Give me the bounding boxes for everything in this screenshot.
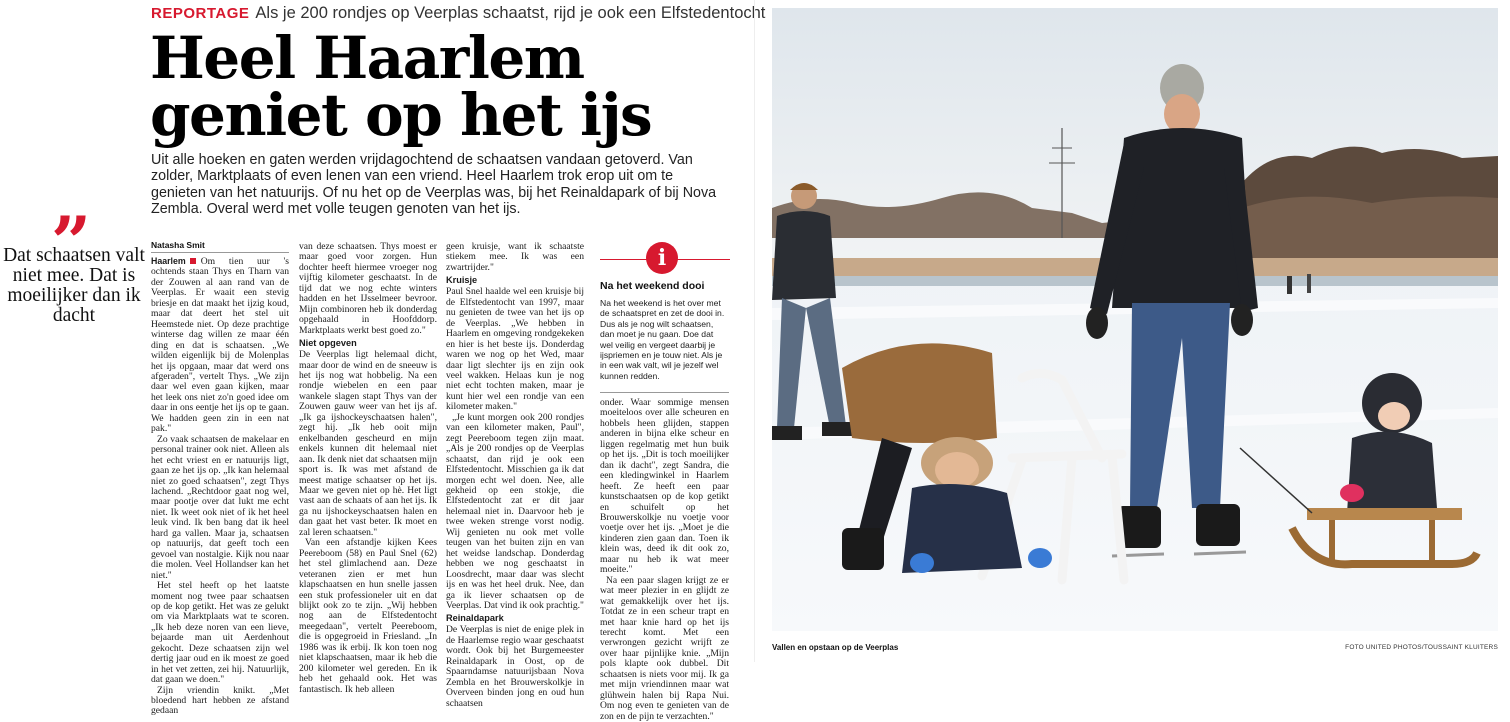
paragraph: geen kruisje, want ik schaatste stiekem mee. Ik was een zwartrijder.": [446, 241, 584, 273]
paragraph: Zo vaak schaatsen de makelaar en personal trainer ook niet. Alleen als het echt vriest en er natuurijs ligt, gaan ze het ijs op. „Ik kan helemaal niet zo goed schaatsen", zegt Thys lachend. „Rechtdoor gaat nog wel, maar pootje over dat lukt me echt niet. Ik weet ook niet of ik het heel leuk vind. Ik ben bang dat ik heel hard ga vallen. Maar ja, schaatsen op natuurijs, dat geeft toch een gevoel van nostalgie. Kijk nou naar die molen. Veel Hollandser kan het niet.": [151, 433, 289, 581]
headline: Heel Haarlem geniet op het ijs: [150, 24, 652, 149]
subheading: Niet opgeven: [299, 338, 357, 349]
paragraph: Zijn vriendin knikt. „Met bloedend hart hebben ze afstand gedaan: [151, 684, 289, 717]
info-icon: i: [646, 242, 678, 274]
paragraph: onder. Waar sommige mensen moeiteloos over alle scheuren en hobbels heen glijden, stappen anderen in bijna elke scheur en liggen regelmatig met hun buik op het ijs. „Dit is toch moeilijker dan ik dacht", zegt Sandra, die een kledingwinkel in Haarlem heeft. Ze heeft een paar kunstschaatsen op de kop getikt en schuifelt op het Brouwerskolkje nu voetje voor voetje over het ijs. „Moet je die kinderen zien gaan dan. Toen ik klein was, deed ik dit ook zo, maar nu heb ik wat meer moeite.": [600, 397, 729, 576]
page-divider: [754, 0, 755, 662]
photo-credit: FOTO UNITED PHOTOS/TOUSSAINT KLUITERS: [1345, 644, 1498, 651]
kicker: [151, 4, 765, 23]
infobox-title: Na het weekend dooi: [600, 280, 705, 292]
article-column-3: [446, 242, 584, 709]
subheading: Reinaldapark: [446, 613, 504, 624]
article-column-2: [299, 242, 437, 695]
photo: [772, 8, 1498, 631]
paragraph: De Veerplas is niet de enige plek in de Haarlemse regio waar geschaatst wordt. Ook bij het Burgemeester Reinaldapark in Oost, op de Spaarndamse natuurijsbaan Nova Zembla en het Brouwerskolkje in Overveen binden jong en oud hun schaatsen: [446, 624, 584, 709]
byline: Natasha Smit: [151, 240, 205, 250]
paragraph: Haarlem Om tien uur 's ochtends staan Thys en Tharn van der Zouwen al aan rand van de Veerplas. Er waait een stevig briesje en dat maakt het ijzig koud, maar dat deert het stel uit Heemstede niet. Op deze prachtige winterse dag willen ze maar één ding en dat is schaatsen. „We wilden eigenlijk bij de Molenplas het ijs opgaan, maar dat werd ons afgeraden", vertelt Thys. „We zijn daar wel even gaan kijken, maar het leek ons niet zo'n goed idee om daar in ons eentje het ijs op te gaan. We hadden geen zin in een nat pak.": [151, 256, 289, 435]
dateline: Haarlem: [151, 256, 186, 266]
paragraph: Van een afstandje kijken Kees Peereboom (58) en Paul Snel (62) het stel glimlachend aan. Deze veteranen zien er met hun klapschaatsen en hun snelle jassen een stuk professioneler uit en dat blijkt ook zo te zijn. „Wij hebben nog aan de Elfstedentocht meegedaan", vertelt Peereboom, die is opgegroeid in Friesland. „In 1986 was ik erbij. Ik kon toen nog niet klapschaatsen, maar ik heb die 200 kilometer wel gereden. En ik heb het gehaald ook. Het was fantastisch. Ik heb alleen: [299, 537, 437, 695]
intro-paragraph: Uit alle hoeken en gaten werden vrijdagochtend de schaatsen vandaan getoverd. Van zolder, Marktplaats of even lenen van een vriend. Heel Haarlem trok erop uit om te genieten van het natuurijs. Of nu het op de Veerplas was, bij het Reinaldapark of bij Nova Zembla. Overal werd met volle teugen genoten van het ijs.: [151, 152, 717, 218]
article-column-1: [151, 256, 289, 717]
infobox-end-rule: [600, 392, 729, 393]
dateline-square-icon: [190, 258, 196, 264]
paragraph: Paul Snel haalde wel een kruisje bij de Elfstedentocht van 1997, maar nu genieten de twee van het ijs op de Veerplas. „We hebben in Haarlem en omgeving rondgekeken en hier is het beste ijs. Donderdag waren we nog op het Wed, maar daar ligt slechter ijs en zijn ook veel wakken. Helaas kun je nog niet echt tochten maken, maar je kunt hier wel een rondje van een kilometer maken.": [446, 286, 584, 413]
kicker-subtitle: Als je 200 rondjes op Veerplas schaatst, rijd je ook een Elfstedentocht: [255, 4, 766, 22]
paragraph: De Veerplas ligt helemaal dicht, maar door de wind en de sneeuw is het ijs nog wat hobbelig. Na een rondje wiebelen en een paar wankele slagen stapt Thys van der Zouwen gauw weer van het ijs af. „Ik ga ijshockeyschaatsen halen", zegt hij. „Ik heb ooit mijn enkelbanden gescheurd en mijn enkels kunnen dit helemaal niet aan. Ik denk niet dat schaatsen mijn sport is. Ik was met afstand de meest matige schaatser op het ijs. Maar we geven niet op hè. Het ligt vast aan de schaats of aan het ijs. Ik ga nu ijshockeyschaatsen halen en dan gaat het vast beter. Ik moet en zal leren schaatsen.": [299, 349, 437, 538]
infobox: [600, 280, 728, 381]
photo-caption: Vallen en opstaan op de Veerplas: [772, 643, 899, 652]
paragraph: Na een paar slagen krijgt ze er wat meer plezier in en glijdt ze wat gemakkelijk over het ijs. Totdat ze in een scheur trapt en met haar knie hard op het ijs terecht komt. Met een verwrongen gezicht wrijft ze over haar pijnlijke knie. „Mijn pols klapte ook dubbel. Dit schaatsen is niets voor mij. Ik ga met mijn vriendinnen maar wat glühwein halen bij Rapa Nui. Om nog even te genieten van de zon en de pijn te verzachten.": [600, 574, 729, 722]
paragraph: „Je kunt morgen ook 200 rondjes van een kilometer maken, Paul", zegt Peereboom tegen zijn maat. „Als je 200 rondjes op de Veerplas schaatst, dan rijd je ook een Elfstedentocht. Misschien ga ik dat morgen echt wel doen. Nee, alle gekheid op een stokje, die Elfstedentocht zat er dit jaar helemaal niet in. Daarvoor heb je twee weken strenge vorst nodig. Wij genieten nu ook met volle teugen van het buiten zijn en van het weidse landschap. Donderdag hebben we nog geschaatst in Loosdrecht, maar daar was slecht ijs en was het heel druk. Nee, dan ga ik liever schaatsen op de Veerplas. Dat vind ik ook prachtig.": [446, 411, 584, 611]
paragraph: van deze schaatsen. Thys moest er maar goed voor zorgen. Hun dochter heeft hiermee vroeger nog vijftig kilometer geschaatst. In de tijd dat we nog echte winters hadden en het IJsselmeer bevroor. Mijn combinoren heb ik donderdag opgehaald in Hoofddorp. Marktplaats werkt best goed zo.": [299, 241, 437, 336]
article-column-4: [600, 398, 729, 722]
paragraph: Het stel heeft op het laatste moment nog twee paar schaatsen op de kop getikt. Het was ze gelukt om via Marktplaats wat te scoren. „Ik heb deze noren van een lieve, bejaarde man uit Aerdenhout gekocht. Deze schaatsen zijn wel dertig jaar oud en ik moest ze goed in het vet zetten, zei hij. Natuurlijk, dat gaan we doen.": [151, 580, 289, 686]
pull-quote: Dat schaatsen valt niet mee. Dat is moeilijker dan ik dacht: [3, 245, 145, 326]
section-tag: REPORTAGE: [151, 5, 250, 22]
infobox-text: Na het weekend is het over met de schaatspret en zet de dooi in. Dus als je nog wilt schaatsen, dan moet je nu gaan. Doe dat wel veilig en vergeet daarbij je ijspriemen en je touw niet. Als je in een wak valt, wil je jezelf wel kunnen redden.: [600, 298, 725, 381]
byline-divider: [151, 252, 289, 253]
subheading: Kruisje: [446, 275, 478, 286]
quote-mark-icon: ”: [50, 201, 92, 284]
